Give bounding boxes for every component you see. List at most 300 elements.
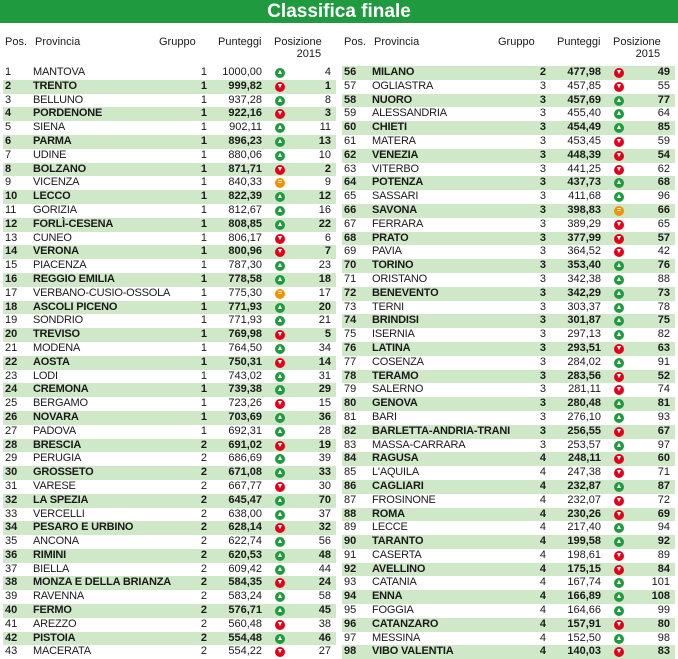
row-gruppo: 4 (539, 479, 546, 492)
row-pos: 80 (344, 397, 357, 410)
row-pos: 69 (344, 245, 357, 258)
row-posizione-2015: 58 (318, 590, 331, 603)
row-gruppo: 1 (200, 383, 207, 396)
row-posizione-2015: 22 (318, 217, 331, 230)
table-row (3, 204, 336, 218)
table-row (342, 80, 675, 94)
row-provincia: LODI (33, 369, 58, 382)
row-posizione-2015: 74 (657, 383, 670, 396)
table-row (342, 342, 675, 356)
row-posizione-2015: 45 (318, 604, 331, 617)
arrow-up-icon: ▲ (615, 358, 623, 366)
row-punteggio: 638,00 (228, 507, 262, 520)
row-punteggio: 411,68 (568, 190, 601, 203)
row-punteggio: 554,22 (228, 645, 262, 658)
row-provincia: AVELLINO (372, 562, 426, 575)
table-row (3, 135, 336, 149)
row-pos: 92 (344, 562, 357, 575)
arrow-up-icon: ▲ (276, 344, 284, 352)
table-row (342, 480, 675, 494)
row-punteggio: 232,87 (567, 479, 601, 492)
table-row (3, 521, 336, 535)
left-column (3, 30, 336, 659)
row-gruppo: 3 (539, 314, 546, 327)
row-gruppo: 3 (539, 272, 546, 285)
row-gruppo: 4 (539, 452, 546, 465)
row-gruppo: 4 (539, 466, 546, 479)
row-gruppo: 3 (539, 217, 546, 230)
arrow-down-icon: ▼ (615, 496, 623, 504)
table-row (3, 508, 336, 522)
row-posizione-2015: 94 (657, 521, 670, 534)
row-pos: 93 (344, 576, 357, 589)
row-gruppo: 1 (200, 162, 207, 175)
table-row (3, 107, 336, 121)
row-gruppo: 1 (200, 410, 207, 423)
row-posizione-2015: 38 (318, 617, 331, 630)
header-pos: Pos. (344, 36, 367, 48)
row-punteggio: 253,57 (567, 438, 601, 451)
row-punteggio: 922,16 (228, 107, 262, 120)
row-posizione-2015: 60 (657, 452, 670, 465)
row-provincia: VERBANO-CUSIO-OSSOLA (33, 286, 171, 299)
row-gruppo: 4 (539, 617, 546, 630)
arrow-up-icon: ▲ (615, 289, 623, 297)
row-gruppo: 4 (539, 507, 546, 520)
table-row (342, 66, 675, 80)
row-gruppo: 3 (539, 93, 546, 106)
row-pos: 30 (5, 466, 18, 479)
row-provincia: RAVENNA (33, 590, 84, 603)
header-posizione-label: Posizione (274, 36, 322, 48)
table-header (342, 30, 675, 66)
arrow-up-icon: ▲ (615, 262, 623, 270)
arrow-down-icon: ▼ (276, 648, 284, 656)
row-punteggio: 353,40 (567, 259, 601, 272)
header-posizione-label: Posizione (613, 36, 661, 48)
row-provincia: VERCELLI (33, 507, 85, 520)
arrow-up-icon: ▲ (276, 317, 284, 325)
page-title: Classifica finale (0, 0, 678, 23)
row-punteggio: 686,69 (228, 452, 262, 465)
row-punteggio: 166,89 (567, 590, 601, 603)
row-gruppo: 2 (200, 645, 207, 658)
table-row (342, 425, 675, 439)
row-provincia: REGGIO EMILIA (33, 272, 115, 285)
row-punteggio: 808,85 (228, 217, 262, 230)
arrow-up-icon: ▲ (276, 275, 284, 283)
row-provincia: AOSTA (33, 355, 70, 368)
arrow-up-icon: ▲ (276, 496, 284, 504)
row-posizione-2015: 24 (318, 576, 331, 589)
row-pos: 81 (344, 410, 357, 423)
row-provincia: TREVISO (33, 328, 80, 341)
arrow-down-icon: ▼ (615, 510, 623, 518)
row-gruppo: 1 (200, 397, 207, 410)
row-punteggio: 622,74 (228, 535, 262, 548)
row-gruppo: 3 (539, 259, 546, 272)
row-provincia: SIENA (33, 121, 66, 134)
arrow-up-icon: ▲ (276, 469, 284, 477)
arrow-up-icon: ▲ (615, 441, 623, 449)
row-punteggio: 342,29 (567, 286, 601, 299)
row-posizione-2015: 27 (318, 645, 331, 658)
row-punteggio: 281,11 (568, 383, 601, 396)
row-pos: 25 (5, 397, 18, 410)
row-punteggio: 576,71 (228, 604, 262, 617)
table-row (342, 218, 675, 232)
row-pos: 89 (344, 521, 357, 534)
row-punteggio: 457,69 (567, 93, 601, 106)
header-posizione (613, 36, 661, 60)
row-posizione-2015: 54 (657, 148, 670, 161)
row-pos: 65 (344, 190, 357, 203)
arrow-up-icon: ▲ (276, 206, 284, 214)
row-posizione-2015: 17 (318, 286, 331, 299)
table-row (342, 370, 675, 384)
row-punteggio: 800,96 (228, 245, 262, 258)
row-gruppo: 2 (200, 479, 207, 492)
row-gruppo: 2 (200, 521, 207, 534)
row-punteggio: 822,39 (228, 190, 262, 203)
arrow-down-icon: ▼ (615, 427, 623, 435)
row-posizione-2015: 36 (318, 410, 331, 423)
table-row (342, 190, 675, 204)
row-posizione-2015: 6 (324, 231, 331, 244)
table-row (342, 439, 675, 453)
row-pos: 19 (5, 314, 18, 327)
table-row (3, 218, 336, 232)
row-pos: 56 (344, 66, 357, 78)
arrow-up-icon: ▲ (615, 524, 623, 532)
arrow-down-icon: ▼ (276, 579, 284, 587)
row-posizione-2015: 33 (318, 466, 331, 479)
table-row (342, 645, 675, 659)
row-provincia: TERAMO (372, 369, 419, 382)
row-gruppo: 1 (200, 341, 207, 354)
row-punteggio: 256,55 (567, 424, 601, 437)
row-pos: 1 (5, 66, 12, 78)
row-pos: 18 (5, 300, 18, 313)
row-pos: 6 (5, 134, 12, 147)
row-provincia: PERUGIA (33, 452, 82, 465)
row-gruppo: 2 (200, 452, 207, 465)
row-pos: 24 (5, 383, 18, 396)
row-pos: 98 (344, 645, 357, 658)
row-provincia: BARI (372, 410, 397, 423)
row-gruppo: 1 (200, 355, 207, 368)
table-row (342, 466, 675, 480)
table-row (3, 66, 336, 80)
row-pos: 63 (344, 162, 357, 175)
row-punteggio: 560,48 (228, 617, 262, 630)
row-gruppo: 2 (200, 493, 207, 506)
row-posizione-2015: 44 (318, 562, 331, 575)
row-punteggio: 880,06 (228, 148, 262, 161)
row-pos: 7 (5, 148, 12, 161)
table-row (342, 149, 675, 163)
row-posizione-2015: 83 (657, 645, 670, 658)
row-pos: 23 (5, 369, 18, 382)
row-provincia: COSENZA (372, 355, 424, 368)
row-gruppo: 1 (200, 148, 207, 161)
row-gruppo: 3 (539, 121, 546, 134)
row-posizione-2015: 75 (657, 314, 670, 327)
table-row (342, 590, 675, 604)
row-gruppo: 1 (200, 245, 207, 258)
arrow-up-icon: ▲ (276, 193, 284, 201)
row-provincia: LATINA (372, 341, 411, 354)
row-posizione-2015: 99 (657, 604, 670, 617)
arrow-up-icon: ▲ (276, 96, 284, 104)
row-pos: 70 (344, 259, 357, 272)
row-punteggio: 769,98 (228, 328, 262, 341)
arrow-up-icon: ▲ (276, 69, 284, 76)
table-row (3, 301, 336, 315)
row-posizione-2015: 15 (318, 397, 331, 410)
arrow-up-icon: ▲ (276, 455, 284, 463)
row-posizione-2015: 76 (657, 259, 670, 272)
table-row (3, 273, 336, 287)
arrow-up-icon: ▲ (615, 593, 623, 601)
arrow-down-icon: ▼ (615, 565, 623, 573)
arrow-down-icon: ▼ (276, 234, 284, 242)
row-posizione-2015: 3 (324, 107, 331, 120)
row-provincia: PORDENONE (33, 107, 103, 120)
row-pos: 58 (344, 93, 357, 106)
row-posizione-2015: 48 (318, 548, 331, 561)
row-pos: 91 (344, 548, 357, 561)
row-provincia: LA SPEZIA (33, 493, 89, 506)
row-punteggio: 199,58 (567, 535, 601, 548)
table-rows-right (342, 66, 675, 659)
row-pos: 3 (5, 93, 12, 106)
equal-icon: = (614, 206, 624, 216)
equal-icon: = (275, 178, 285, 188)
table-row (342, 121, 675, 135)
row-posizione-2015: 16 (318, 203, 331, 216)
row-posizione-2015: 49 (657, 66, 670, 78)
row-posizione-2015: 42 (657, 245, 670, 258)
row-gruppo: 1 (200, 314, 207, 327)
arrow-up-icon: ▲ (276, 607, 284, 615)
table-row (342, 314, 675, 328)
row-punteggio: 377,99 (567, 231, 601, 244)
table-row (342, 135, 675, 149)
row-posizione-2015: 72 (657, 493, 670, 506)
row-gruppo: 4 (539, 645, 546, 658)
row-provincia: VERONA (33, 245, 79, 258)
row-posizione-2015: 87 (657, 479, 670, 492)
row-punteggio: 840,33 (228, 176, 262, 189)
row-punteggio: 771,93 (228, 300, 262, 313)
row-posizione-2015: 55 (657, 79, 670, 92)
row-punteggio: 198,61 (567, 548, 601, 561)
header-punteggi: Punteggi (557, 36, 601, 48)
row-gruppo: 2 (200, 438, 207, 451)
row-punteggio: 584,35 (228, 576, 262, 589)
row-posizione-2015: 92 (657, 535, 670, 548)
row-gruppo: 2 (200, 631, 207, 644)
row-punteggio: 554,48 (228, 631, 262, 644)
row-provincia: MACERATA (33, 645, 91, 658)
table-row (342, 604, 675, 618)
row-punteggio: 232,07 (567, 493, 601, 506)
row-pos: 8 (5, 162, 12, 175)
arrow-up-icon: ▲ (615, 482, 623, 490)
arrow-down-icon: ▼ (615, 165, 623, 173)
table-row (342, 618, 675, 632)
row-provincia: TRENTO (33, 79, 77, 92)
row-provincia: OGLIASTRA (372, 79, 434, 92)
arrow-down-icon: ▼ (276, 358, 284, 366)
arrow-up-icon: ▲ (276, 303, 284, 311)
row-provincia: POTENZA (372, 176, 424, 189)
arrow-up-icon: ▲ (276, 386, 284, 394)
row-pos: 31 (5, 479, 18, 492)
row-pos: 61 (344, 134, 357, 147)
row-posizione-2015: 108 (651, 590, 670, 603)
table-row (3, 618, 336, 632)
row-pos: 13 (5, 231, 18, 244)
row-punteggio: 217,40 (567, 521, 601, 534)
row-gruppo: 2 (200, 535, 207, 548)
row-gruppo: 4 (539, 562, 546, 575)
row-posizione-2015: 9 (324, 176, 331, 189)
row-posizione-2015: 65 (657, 217, 670, 230)
arrow-down-icon: ▼ (615, 372, 623, 380)
row-punteggio: 175,15 (567, 562, 601, 575)
row-pos: 34 (5, 521, 18, 534)
arrow-down-icon: ▼ (615, 455, 623, 463)
row-gruppo: 1 (200, 259, 207, 272)
row-posizione-2015: 1 (324, 79, 331, 92)
table-row (3, 590, 336, 604)
row-provincia: BERGAMO (33, 397, 88, 410)
table-row (342, 563, 675, 577)
row-provincia: ISERNIA (372, 328, 415, 341)
row-gruppo: 4 (539, 548, 546, 561)
table-row (3, 645, 336, 659)
table-row (3, 466, 336, 480)
row-provincia: ASCOLI PICENO (33, 300, 118, 313)
row-posizione-2015: 34 (318, 341, 331, 354)
row-gruppo: 3 (539, 134, 546, 147)
row-provincia: VIBO VALENTIA (372, 645, 454, 658)
row-posizione-2015: 21 (318, 314, 331, 327)
table-row (3, 383, 336, 397)
row-provincia: CUNEO (33, 231, 72, 244)
table-row (3, 576, 336, 590)
row-gruppo: 2 (200, 548, 207, 561)
row-pos: 86 (344, 479, 357, 492)
row-provincia: BELLUNO (33, 93, 83, 106)
row-pos: 79 (344, 383, 357, 396)
row-gruppo: 2 (200, 604, 207, 617)
row-posizione-2015: 82 (657, 328, 670, 341)
row-gruppo: 3 (539, 176, 546, 189)
row-provincia: SONDRIO (33, 314, 83, 327)
arrow-up-icon: ▲ (276, 565, 284, 573)
row-posizione-2015: 89 (657, 548, 670, 561)
table-row (3, 425, 336, 439)
row-provincia: PRATO (372, 231, 409, 244)
row-punteggio: 937,28 (228, 93, 262, 106)
row-gruppo: 3 (539, 162, 546, 175)
header-punteggi: Punteggi (218, 36, 262, 48)
row-gruppo: 3 (539, 355, 546, 368)
arrow-down-icon: ▼ (615, 469, 623, 477)
row-provincia: GORIZIA (33, 203, 77, 216)
arrow-down-icon: ▼ (615, 69, 623, 76)
row-gruppo: 3 (539, 328, 546, 341)
row-posizione-2015: 78 (657, 300, 670, 313)
row-provincia: SALERNO (372, 383, 424, 396)
table-row (3, 314, 336, 328)
row-gruppo: 2 (200, 590, 207, 603)
row-gruppo: 1 (200, 121, 207, 134)
table-row (342, 632, 675, 646)
row-gruppo: 4 (539, 604, 546, 617)
table-row (3, 245, 336, 259)
row-pos: 39 (5, 590, 18, 603)
row-punteggio: 806,17 (228, 231, 262, 244)
row-pos: 41 (5, 617, 18, 630)
row-gruppo: 3 (539, 438, 546, 451)
row-punteggio: 140,03 (567, 645, 601, 658)
row-pos: 38 (5, 576, 18, 589)
row-posizione-2015: 57 (657, 231, 670, 244)
row-posizione-2015: 20 (318, 300, 331, 313)
row-pos: 28 (5, 438, 18, 451)
row-posizione-2015: 67 (657, 424, 670, 437)
arrow-down-icon: ▼ (276, 400, 284, 408)
row-pos: 15 (5, 259, 18, 272)
arrow-down-icon: ▼ (276, 620, 284, 628)
row-pos: 94 (344, 590, 357, 603)
row-provincia: RAGUSA (372, 452, 419, 465)
row-provincia: UDINE (33, 148, 67, 161)
row-posizione-2015: 91 (657, 355, 670, 368)
row-posizione-2015: 39 (318, 452, 331, 465)
arrow-up-icon: ▲ (276, 427, 284, 435)
arrow-up-icon: ▲ (276, 137, 284, 145)
arrow-up-icon: ▲ (615, 400, 623, 408)
row-gruppo: 1 (200, 369, 207, 382)
row-punteggio: 787,30 (228, 259, 262, 272)
row-posizione-2015: 93 (657, 410, 670, 423)
row-gruppo: 3 (539, 231, 546, 244)
table-header (3, 30, 336, 66)
header-gruppo: Gruppo (498, 36, 535, 48)
row-provincia: AREZZO (33, 617, 77, 630)
row-gruppo: 3 (539, 424, 546, 437)
arrow-down-icon: ▼ (276, 110, 284, 118)
table-row (3, 480, 336, 494)
row-posizione-2015: 8 (324, 93, 331, 106)
row-provincia: NUORO (372, 93, 412, 106)
row-provincia: TERNI (372, 300, 405, 313)
arrow-up-icon: ▲ (615, 634, 623, 642)
row-pos: 95 (344, 604, 357, 617)
arrow-up-icon: ▲ (615, 124, 623, 132)
row-posizione-2015: 5 (324, 328, 331, 341)
table-row (342, 259, 675, 273)
table-row (342, 452, 675, 466)
row-provincia: VARESE (33, 479, 76, 492)
table-row (3, 163, 336, 177)
row-punteggio: 293,51 (567, 341, 601, 354)
